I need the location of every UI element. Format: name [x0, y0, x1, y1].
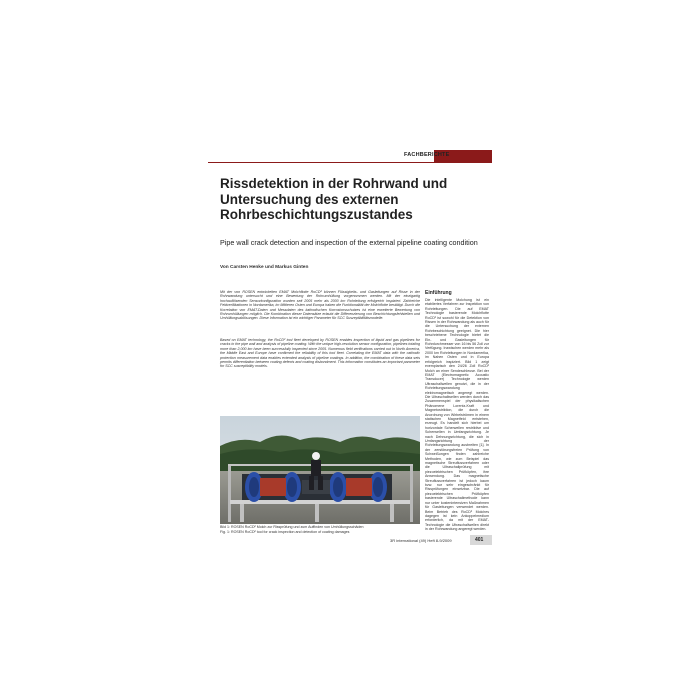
page-number: 401 — [475, 537, 484, 543]
body-text-column: Die intelligente Molchung ist ein etabliertes Verfahren zur Inspektion von Rohrleitungen. Die auf EMAT Technologie basierende Molchflotte RoCD² ist sowohl für die Detektion von Rissen in der Rohrwandung als auch für die Untersuchung der externen Rohrbeschichtung geeignet. Die hier beschriebene Technologie bietet die Ein- und Gasleitungen für Rohrdurchmesser von 16 bis 56 Zoll zur Verfügung. Inzwischen werden mehr als 2000 km Rohrleitungen in Nordamerika, im Nahen Osten und in Europa erfolgreich inspiziert. Bild 1 zeigt exemplarisch den 24/26 Zoll RoCD² Molch an einer Sendeschleuse. Bei der EMAT (Electromagnetic Acoustic Transducer) Technologie werden Ultraschallwellen genutzt, die in der Rohrleitungswandung elektromagnetisch angeregt werden. Die Ultraschallwellen werden durch das Zusammenspiel der physikalischen Phänomene Lorentz-Kraft und Magnetostriktion, die durch die Anordnung von Wirbelströmen in einem statischen Magnetfeld entstehen, erzeugt. Es handelt sich hierbei um horizontale Scherwellen restriktive und Scherwellen in Umfangsrichtung. Je nach Dehnungsrichtung, die sich in Umfangsrichtung der Rohrleitungswandung ausbreiten [1]. In der zerstörungsfreien Prüfung von Schweißungen finden zahlreiche Methoden, wie zum Beispiel das magnetische Streuflussverfahren oder die Ultraschallprüfung mit piezoelektrischen Prüfköpfen, ihre Anwendung. Das magnetische Streuflussverfahren ist jedoch kaum bzw. nur sehr eingeschränkt für Rissprüfungen einsetzbar. Die auf piezoelektrischen Prüfköpfen basierende Ultraschallmethode kann nur unter kostenintensiven Maßnahmen für Gasleitungen verwendet werden. Beim Betrieb des RoCD² Molches dagegen ist kein Ankoppelmedium erforderlich, da mit der EMAT-Technologie die Ultraschallwellen direkt in der Rohrwandung angeregt werden. — [425, 298, 489, 532]
journal-footer: 3R international (49) Heft 8-9/2009 — [390, 538, 452, 543]
pipeline-pig-photo — [220, 416, 420, 524]
section-heading: Einführung — [425, 290, 452, 296]
abstract-german: Mit der von ROSEN entwickelten EMAT Molchflotte RoCD² können Flüssigkeits- und Gasleitungen auf Risse in der Rohrwandung untersucht und eine Bewertung der Rohrumhüllung vorgenommen werden. Mit der einzigartig hochauflösenden Sensorkonfiguration wurden seit 2005 mehr als 2000 km Rohrleitung erfolgreich inspiziert. Zahlreiche Feldverifikationen in Nordamerika, im Mittleren Osten und Europa haben die Funktionalität der Molchflotte bestätigt. Durch die Korrelation von EMAT-Daten und Messdaten des kathodischen Korrosionsschutzes ist eine erweiterte Bewertung von Rohrumhüllungen möglich. Die Kombination dieser Datensätze erlaubt die Differenzierung von Beschichtungsfehlstellen und Umhüllungsablösungen. Diese Information ist ein wichtiger Parameter für SCC Suszeptibilitätsmodelle. — [220, 290, 420, 321]
article-authors: Von Carsten Henke und Markus Ginten — [220, 265, 309, 270]
rubric-label: FACHBERICHTE — [404, 152, 450, 158]
figure-caption-english: Fig. 1: ROSEN RoCD² tool for crack inspection and detection of coating damages — [220, 529, 350, 534]
figure-caption — [220, 525, 420, 534]
header-rule — [208, 162, 492, 163]
article-title: Rissdetektion in der Rohrwand und Untersuchung des externen Rohrbeschichtungszustandes — [220, 176, 448, 222]
article-subtitle: Pipe wall crack detection and inspection of the external pipeline coating condition — [220, 238, 478, 247]
abstract-english: Based on EMAT technology, the RoCD² tool fleet developed by ROSEN enables inspection of liquid and gas pipelines for cracks in the pipe wall and analysis of pipeline coating. With the unique high-resolution sensor configuration, pipelines totaling more than 2,000 km have been successfully inspected since 2005. Numerous field verifications carried out in North America, the Middle East and Europe have confirmed the reliability of this tool fleet. Correlating the EMAT data with the cathodic protection measurement data enables extended analysis of pipeline coatings. In addition, the combination of these data sets permits differentiation between coating defects and coating disbondment. This information constitutes an important parameter for SCC susceptibility models. — [220, 338, 420, 369]
figure-caption-german: Bild 1: ROSEN RoCD² Molch zur Rissprüfung und zum Auffinden von Umhüllungsschäden — [220, 525, 364, 529]
